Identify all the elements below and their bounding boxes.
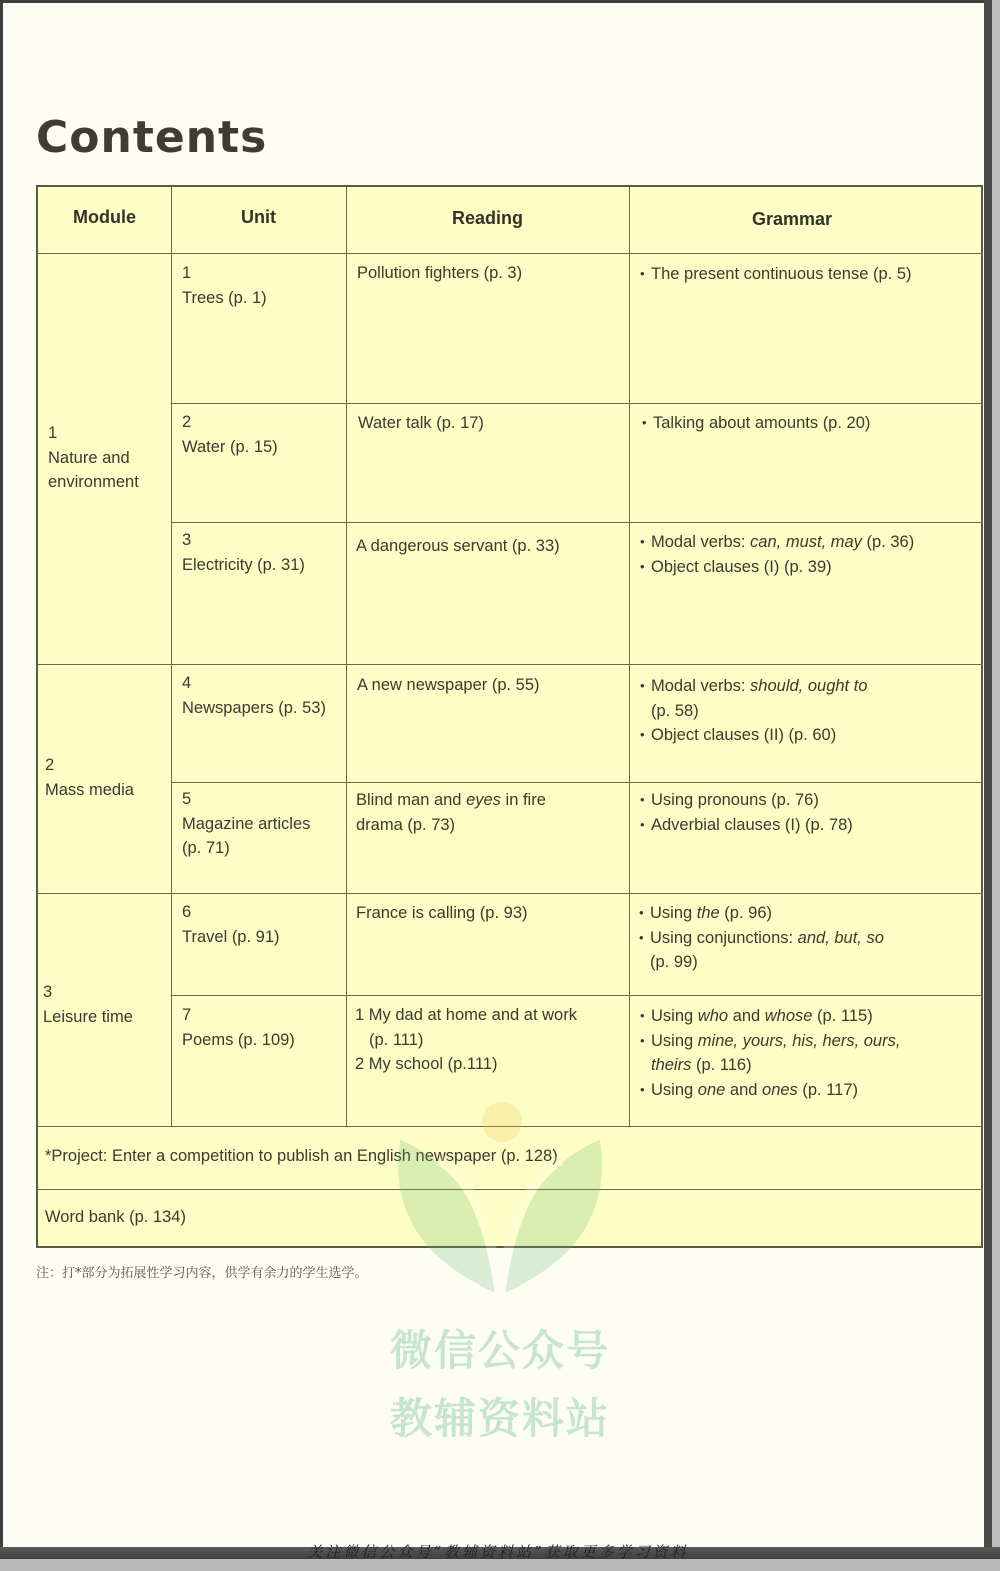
reading-link[interactable]: 1 My dad at home and at work bbox=[355, 1006, 577, 1024]
unit-title-link[interactable]: Poems (p. 109) bbox=[182, 1030, 295, 1049]
reading-6[interactable] bbox=[356, 901, 528, 926]
watermark-leaf-icon bbox=[380, 1100, 620, 1300]
unit-number: 1 bbox=[182, 264, 192, 282]
watermark-text-line1: 微信公众号 bbox=[389, 1326, 610, 1375]
row-divider bbox=[171, 995, 983, 996]
grammar-item[interactable]: • Using one and ones (p. 117) bbox=[640, 1078, 900, 1103]
grammar-item[interactable]: • Object clauses (II) (p. 60) bbox=[640, 723, 867, 748]
unit-3 bbox=[182, 528, 305, 577]
row-divider bbox=[171, 403, 983, 404]
grammar-item[interactable]: • Modal verbs: can, must, may (p. 36) bbox=[640, 530, 914, 555]
unit-7 bbox=[182, 1003, 295, 1052]
reading-2[interactable] bbox=[358, 411, 484, 436]
scan-frame-right-outer bbox=[992, 0, 1000, 1571]
module-number: 3 bbox=[43, 983, 53, 1001]
grammar-5 bbox=[640, 788, 853, 837]
reading-link[interactable]: Blind man and eyes in fire bbox=[356, 791, 546, 809]
module-3 bbox=[43, 980, 133, 1029]
grammar-item[interactable]: • Using mine, yours, his, hers, ours, bbox=[640, 1029, 900, 1054]
unit-5 bbox=[182, 787, 310, 861]
grammar-item[interactable]: • Talking about amounts (p. 20) bbox=[642, 411, 870, 436]
module-number: 2 bbox=[45, 756, 55, 774]
unit-number: 4 bbox=[182, 674, 192, 692]
grammar-7 bbox=[640, 1004, 900, 1102]
unit-number: 6 bbox=[182, 903, 192, 921]
row-divider bbox=[171, 782, 983, 783]
module-divider bbox=[38, 664, 983, 665]
unit-number: 7 bbox=[182, 1006, 192, 1024]
unit-title-link[interactable]: Travel (p. 91) bbox=[182, 927, 280, 946]
unit-number: 3 bbox=[182, 531, 192, 549]
reading-1[interactable] bbox=[357, 261, 522, 286]
unit-2 bbox=[182, 410, 278, 459]
unit-title-link[interactable]: Magazine articles bbox=[182, 814, 311, 833]
grammar-2 bbox=[642, 411, 870, 436]
grammar-item[interactable]: • Adverbial clauses (I) (p. 78) bbox=[640, 813, 853, 838]
reading-7 bbox=[355, 1003, 577, 1077]
module-number: 1 bbox=[48, 424, 58, 442]
unit-number: 2 bbox=[182, 413, 192, 431]
unit-number: 5 bbox=[182, 790, 192, 808]
module-name: Mass media bbox=[45, 780, 134, 799]
row-divider bbox=[171, 522, 983, 523]
column-divider bbox=[171, 187, 172, 1127]
module-divider bbox=[38, 893, 983, 894]
module-1 bbox=[48, 421, 139, 495]
grammar-item[interactable]: • Object clauses (I) (p. 39) bbox=[640, 555, 914, 580]
reading-link[interactable]: (p. 111) bbox=[369, 1030, 424, 1049]
footer-watermark-text: 关注微信公众号“教辅资料站”获取更多学习资料 bbox=[307, 1543, 689, 1561]
unit-title-link[interactable]: Trees (p. 1) bbox=[182, 288, 267, 307]
reading-link[interactable]: Water talk (p. 17) bbox=[358, 414, 484, 432]
reading-link[interactable]: A new newspaper (p. 55) bbox=[357, 676, 540, 694]
grammar-item[interactable]: • Using pronouns (p. 76) bbox=[640, 788, 853, 813]
unit-title-link[interactable]: Newspapers (p. 53) bbox=[182, 698, 326, 717]
word-bank-row[interactable]: Word bank (p. 134) bbox=[45, 1208, 186, 1226]
grammar-4 bbox=[640, 674, 867, 748]
grammar-item-continuation: theirs (p. 116) bbox=[651, 1056, 752, 1074]
column-divider bbox=[346, 187, 347, 1127]
unit-title-link[interactable]: Electricity (p. 31) bbox=[182, 555, 305, 574]
reading-link[interactable]: France is calling (p. 93) bbox=[356, 904, 528, 922]
page-title: Contents bbox=[36, 112, 268, 163]
grammar-item[interactable]: • Using who and whose (p. 115) bbox=[640, 1004, 900, 1029]
reading-5[interactable] bbox=[356, 788, 546, 837]
header-reading: Reading bbox=[451, 208, 523, 228]
grammar-3 bbox=[640, 530, 914, 579]
reading-4[interactable] bbox=[357, 673, 540, 698]
contents-table bbox=[36, 185, 983, 1248]
reading-link[interactable]: 2 My school (p.111) bbox=[355, 1055, 498, 1073]
reading-link[interactable]: drama (p. 73) bbox=[356, 815, 456, 834]
grammar-1 bbox=[640, 262, 912, 287]
grammar-item[interactable]: • The present continuous tense (p. 5) bbox=[640, 262, 912, 287]
unit-6 bbox=[182, 900, 280, 949]
module-2 bbox=[45, 753, 134, 802]
grammar-item[interactable]: • Using conjunctions: and, but, so bbox=[639, 926, 884, 951]
grammar-item[interactable]: • Modal verbs: should, ought to bbox=[640, 674, 867, 699]
column-divider bbox=[629, 187, 630, 1127]
reading-3[interactable] bbox=[356, 534, 560, 559]
watermark-text-line2: 教辅资料站 bbox=[389, 1394, 610, 1443]
header-module: Module bbox=[73, 207, 136, 227]
grammar-item-continuation: (p. 58) bbox=[651, 701, 699, 720]
reading-link[interactable]: Pollution fighters (p. 3) bbox=[357, 264, 523, 282]
project-row[interactable]: *Project: Enter a competition to publish an English newspaper (p. 128) bbox=[45, 1147, 558, 1165]
header-grammar: Grammar bbox=[751, 209, 833, 229]
grammar-6 bbox=[639, 901, 884, 975]
header-unit: Unit bbox=[241, 207, 276, 227]
grammar-item[interactable]: • Using the (p. 96) bbox=[639, 901, 884, 926]
module-name: Leisure time bbox=[43, 1007, 133, 1026]
module-name: Nature and bbox=[48, 448, 130, 467]
unit-title-link[interactable]: (p. 71) bbox=[182, 839, 230, 857]
unit-1 bbox=[182, 261, 267, 310]
grammar-item-continuation: (p. 99) bbox=[650, 953, 698, 971]
scan-frame-right bbox=[984, 0, 992, 1550]
reading-link[interactable]: A dangerous servant (p. 33) bbox=[356, 537, 560, 555]
module-name: environment bbox=[48, 473, 139, 491]
header-divider bbox=[38, 253, 983, 254]
unit-4 bbox=[182, 671, 326, 720]
unit-title-link[interactable]: Water (p. 15) bbox=[182, 437, 278, 456]
footnote: 注：打*部分为拓展性学习内容，供学有余力的学生选学。 bbox=[36, 1266, 368, 1281]
